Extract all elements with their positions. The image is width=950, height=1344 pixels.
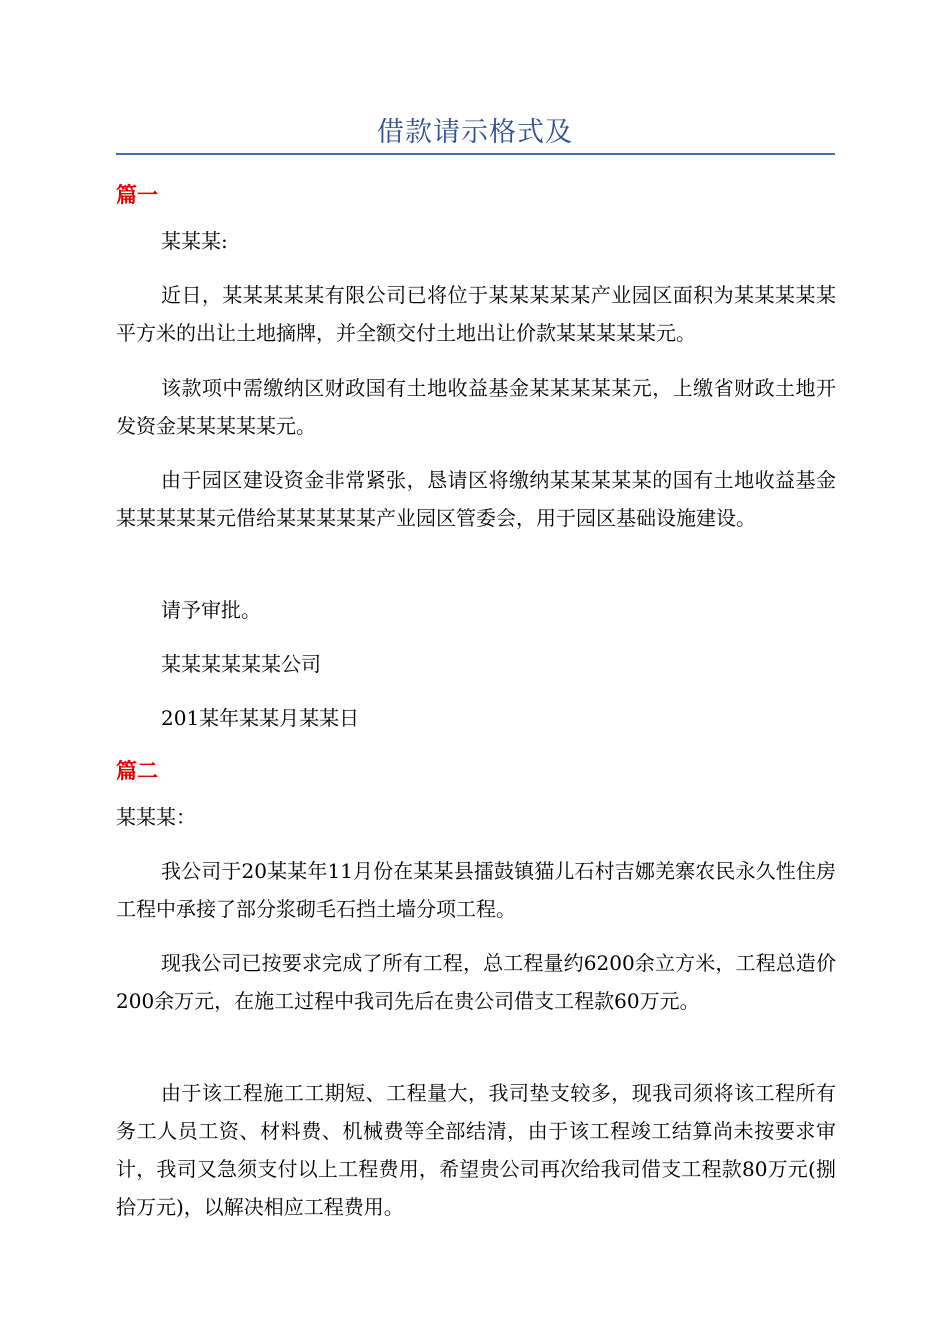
paragraph: 我公司于20某某年11月份在某某县擂鼓镇猫儿石村吉娜羌寨农民永久性住房工程中承接了部分浆砌毛石挡土墙分项工程。 [116,859,836,921]
paragraph: 由于园区建设资金非常紧张，恳请区将缴纳某某某某某的国有土地收益基金某某某某某元借给某某某某某产业园区管委会，用于园区基础设施建设。 [116,468,836,530]
paragraph: 现我公司已按要求完成了所有工程，总工程量约6200余立方米，工程总造价200余万元，在施工过程中我司先后在贵公司借支工程款60万元。 [116,951,836,1013]
salutation-1: 某某某: [161,229,228,253]
paragraph: 由于该工程施工工期短、工程量大，我司垫支较多，现我司须将该工程所有务工人员工资、材料费、机械费等全部结清，由于该工程竣工结算尚未按要求审计，我司又急须支付以上工程费用，希望贵公司再次给我司借支工程款80万元(捌拾万元)，以解决相应工程费用。 [116,1081,836,1219]
signature: 某某某某某某公司 [161,652,321,676]
paragraph: 近日，某某某某某有限公司已将位于某某某某某产业园区面积为某某某某某平方米的出让土地摘牌，并全额交付土地出让价款某某某某某元。 [116,283,836,345]
section-heading-2: 篇二 [116,759,158,783]
section-heading-1: 篇一 [116,183,158,207]
closing-text: 请予审批。 [161,598,261,622]
title-underline [116,153,835,155]
salutation-2: 某某某： [116,805,196,829]
document-title: 借款请示格式及 [377,117,573,148]
paragraph: 该款项中需缴纳区财政国有土地收益基金某某某某某元，上缴省财政土地开发资金某某某某某元。 [116,376,836,438]
date: 201某年某某月某某日 [161,706,360,730]
